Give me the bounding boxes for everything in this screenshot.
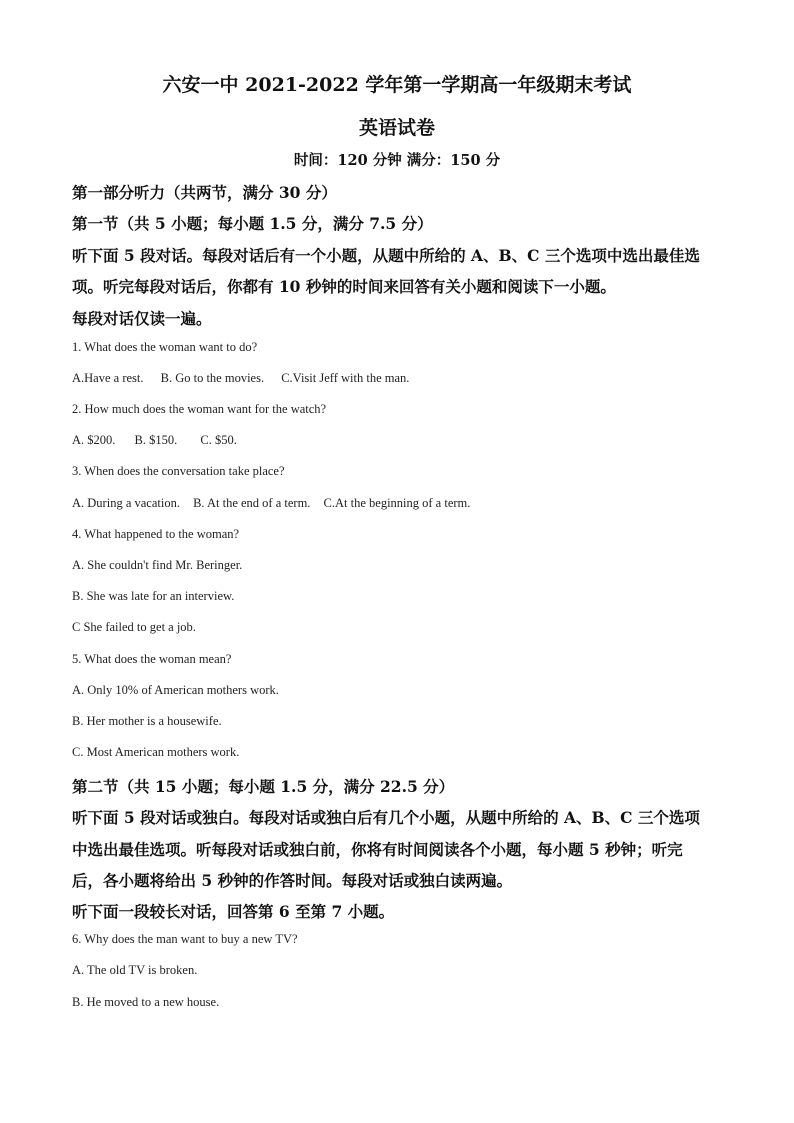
option-b: B. $150. <box>134 433 178 447</box>
question-2-options <box>72 433 251 448</box>
question-5-option-b: B. Her mother is a housewife. <box>72 714 222 728</box>
section2-sub-instruction: 听下面一段较长对话，回答第 6 至第 7 小题。 <box>72 902 395 921</box>
option-c: C.At the beginning of a term. <box>323 496 471 510</box>
exam-time-info: 时间：120 分钟 满分：150 分 <box>293 152 501 169</box>
section2-instruction-line1: 听下面 5 段对话或独白。每段对话或独白后有几个小题，从题中所给的 A、B、C 三个选项 <box>72 808 700 827</box>
question-6-stem: 6. Why does the man want to buy a new TV? <box>72 932 298 946</box>
question-4-option-a: A. She couldn't find Mr. Beringer. <box>72 558 243 572</box>
question-6-option-a: A. The old TV is broken. <box>72 963 198 977</box>
question-4-option-b: B. She was late for an interview. <box>72 589 235 603</box>
section2-heading: 第二节（共 15 小题；每小题 1.5 分，满分 22.5 分） <box>72 777 455 796</box>
exam-subject: 英语试卷 <box>358 117 435 139</box>
question-3-options <box>72 496 484 511</box>
question-4-option-c: C She failed to get a job. <box>72 620 196 634</box>
question-5-option-a: A. Only 10% of American mothers work. <box>72 683 279 697</box>
question-5-option-c: C. Most American mothers work. <box>72 745 240 759</box>
option-a: A. During a vacation. <box>72 496 180 510</box>
question-4-stem: 4. What happened to the woman? <box>72 527 240 541</box>
question-1-options <box>72 371 423 386</box>
question-6-option-b: B. He moved to a new house. <box>72 995 220 1009</box>
option-a: A. $200. <box>72 433 116 447</box>
exam-title: 六安一中 2021-2022 学年第一学期高一年级期末考试 <box>162 74 632 96</box>
section1-instruction-line1: 听下面 5 段对话。每段对话后有一个小题，从题中所给的 A、B、C 三个选项中选出最佳选 <box>72 246 700 265</box>
option-c: C. $50. <box>200 433 237 447</box>
question-1-stem: 1. What does the woman want to do? <box>72 340 258 354</box>
option-c: C.Visit Jeff with the man. <box>281 371 410 385</box>
question-5-stem: 5. What does the woman mean? <box>72 652 232 666</box>
option-b: B. Go to the movies. <box>160 371 265 385</box>
option-a: A.Have a rest. <box>72 371 144 385</box>
section2-instruction-line3: 后，各小题将给出 5 秒钟的作答时间。每段对话或独白读两遍。 <box>72 871 513 890</box>
section1-heading: 第一节（共 5 小题；每小题 1.5 分，满分 7.5 分） <box>72 214 433 233</box>
question-2-stem: 2. How much does the woman want for the watch? <box>72 402 327 416</box>
option-b: B. At the end of a term. <box>193 496 311 510</box>
part1-heading: 第一部分听力（共两节，满分 30 分） <box>72 183 337 202</box>
question-3-stem: 3. When does the conversation take place? <box>72 464 285 478</box>
section1-instruction-line2: 项。听完每段对话后，你都有 10 秒钟的时间来回答有关小题和阅读下一小题。 <box>72 277 616 296</box>
section2-instruction-line2: 中选出最佳选项。听每段对话或独白前，你将有时间阅读各个小题，每小题 5 秒钟；听完 <box>72 840 683 859</box>
section1-instruction-line3: 每段对话仅读一遍。 <box>72 309 212 328</box>
